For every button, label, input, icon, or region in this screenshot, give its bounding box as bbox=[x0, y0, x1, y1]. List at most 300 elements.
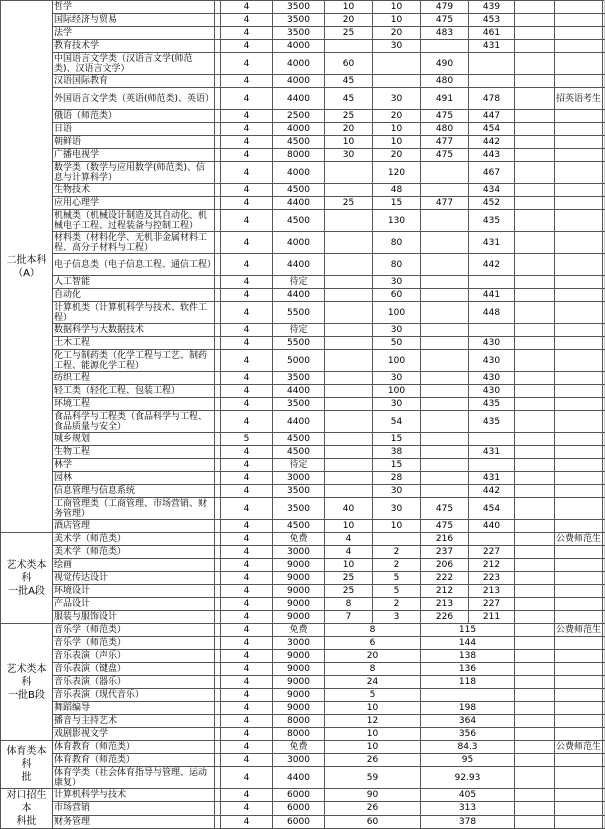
table-row bbox=[1, 385, 605, 398]
tuition-cell: 4400 bbox=[273, 385, 325, 398]
years-cell: 4 bbox=[221, 741, 273, 754]
table-row bbox=[1, 650, 605, 663]
table-row bbox=[1, 302, 605, 324]
edge-cell bbox=[603, 637, 605, 650]
years-cell: 4 bbox=[221, 598, 273, 611]
plan-b-cell bbox=[373, 75, 421, 88]
batch-category-cell: 体育类本科 批 bbox=[1, 741, 53, 789]
edge-cell bbox=[603, 411, 605, 433]
note-cell bbox=[555, 162, 603, 184]
score-b-cell: 467 bbox=[469, 162, 515, 184]
years-cell: 4 bbox=[221, 1, 273, 14]
plan-a-cell: 25 bbox=[325, 197, 373, 210]
major-cell: 轻工类（轻化工程、包装工程） bbox=[53, 385, 215, 398]
note-cell bbox=[555, 1, 603, 14]
years-cell: 4 bbox=[221, 459, 273, 472]
major-cell: 人工智能 bbox=[53, 276, 215, 289]
years-cell: 4 bbox=[221, 276, 273, 289]
plan-a-cell bbox=[325, 324, 373, 337]
score-a-cell bbox=[421, 385, 469, 398]
table-row bbox=[1, 789, 605, 802]
score-b-cell: 454 bbox=[469, 123, 515, 136]
score-b-cell: 227 bbox=[469, 546, 515, 559]
note-cell bbox=[555, 53, 603, 75]
tuition-cell: 4500 bbox=[273, 433, 325, 446]
table-row bbox=[1, 446, 605, 459]
note-cell bbox=[555, 350, 603, 372]
edge-cell bbox=[603, 75, 605, 88]
score-cell: 138 bbox=[421, 650, 515, 663]
years-cell: 4 bbox=[221, 302, 273, 324]
score-a-cell bbox=[421, 398, 469, 411]
score-b-cell bbox=[469, 533, 515, 546]
major-cell: 林学 bbox=[53, 459, 215, 472]
table-row bbox=[1, 585, 605, 598]
years-cell: 4 bbox=[221, 110, 273, 123]
blank-cell bbox=[515, 802, 555, 815]
edge-cell bbox=[603, 88, 605, 110]
score-b-cell: 441 bbox=[469, 289, 515, 302]
score-b-cell: 431 bbox=[469, 446, 515, 459]
major-cell: 财务管理 bbox=[53, 815, 215, 828]
major-cell: 酒店管理 bbox=[53, 520, 215, 533]
years-cell: 4 bbox=[221, 162, 273, 184]
note-cell bbox=[555, 715, 603, 728]
major-cell: 食品科学与工程类（食品科学与工程、食品质量与安全） bbox=[53, 411, 215, 433]
plan-count-cell: 5 bbox=[325, 689, 421, 702]
years-cell: 4 bbox=[221, 136, 273, 149]
plan-b-cell: 50 bbox=[373, 337, 421, 350]
blank-cell bbox=[515, 715, 555, 728]
plan-a-cell bbox=[325, 232, 373, 254]
major-cell: 计算机类（计算机科学与技术、软件工程） bbox=[53, 302, 215, 324]
plan-b-cell: 80 bbox=[373, 254, 421, 276]
table-row bbox=[1, 197, 605, 210]
blank-cell bbox=[515, 689, 555, 702]
score-a-cell: 475 bbox=[421, 14, 469, 27]
score-a-cell bbox=[421, 232, 469, 254]
edge-cell bbox=[603, 337, 605, 350]
blank-cell bbox=[515, 162, 555, 184]
plan-a-cell: 10 bbox=[325, 520, 373, 533]
score-a-cell bbox=[421, 459, 469, 472]
table-row bbox=[1, 715, 605, 728]
score-a-cell: 216 bbox=[421, 533, 469, 546]
edge-cell bbox=[603, 663, 605, 676]
major-cell: 信息管理与信息系统 bbox=[53, 485, 215, 498]
years-cell: 4 bbox=[221, 559, 273, 572]
note-cell bbox=[555, 802, 603, 815]
tuition-cell: 4400 bbox=[273, 254, 325, 276]
tuition-cell: 9000 bbox=[273, 650, 325, 663]
plan-b-cell: 120 bbox=[373, 162, 421, 184]
note-cell bbox=[555, 559, 603, 572]
note-cell: 公费师范生 bbox=[556, 534, 602, 544]
blank-cell bbox=[515, 754, 555, 767]
plan-b-cell: 10 bbox=[373, 1, 421, 14]
table-row bbox=[1, 637, 605, 650]
plan-a-cell: 10 bbox=[325, 1, 373, 14]
score-a-cell bbox=[421, 289, 469, 302]
table-row bbox=[1, 276, 605, 289]
score-b-cell bbox=[469, 459, 515, 472]
tuition-cell: 4500 bbox=[273, 136, 325, 149]
blank-cell bbox=[515, 702, 555, 715]
plan-a-cell: 25 bbox=[325, 27, 373, 40]
table-row bbox=[1, 1, 605, 14]
table-row bbox=[1, 815, 605, 828]
score-a-cell bbox=[421, 210, 469, 232]
plan-b-cell: 5 bbox=[373, 585, 421, 598]
table-row bbox=[1, 184, 605, 197]
years-cell: 4 bbox=[221, 611, 273, 624]
score-a-cell: 483 bbox=[421, 27, 469, 40]
blank-cell bbox=[515, 184, 555, 197]
edge-cell bbox=[603, 372, 605, 385]
tuition-cell: 4400 bbox=[273, 88, 325, 110]
tuition-cell: 4000 bbox=[273, 53, 325, 75]
score-b-cell: 440 bbox=[469, 520, 515, 533]
tuition-cell: 3500 bbox=[273, 27, 325, 40]
plan-count-cell: 8 bbox=[325, 624, 421, 637]
score-b-cell: 442 bbox=[469, 485, 515, 498]
plan-b-cell: 28 bbox=[373, 472, 421, 485]
blank-cell bbox=[515, 611, 555, 624]
table-row bbox=[1, 289, 605, 302]
years-cell: 4 bbox=[221, 789, 273, 802]
major-cell: 城乡规划 bbox=[53, 433, 215, 446]
score-a-cell bbox=[421, 40, 469, 53]
edge-cell bbox=[603, 302, 605, 324]
years-cell: 4 bbox=[221, 254, 273, 276]
years-cell: 4 bbox=[221, 210, 273, 232]
table-row bbox=[1, 398, 605, 411]
tuition-cell: 待定 bbox=[273, 276, 325, 289]
score-a-cell: 226 bbox=[421, 611, 469, 624]
blank-cell bbox=[515, 40, 555, 53]
tuition-cell: 4000 bbox=[273, 123, 325, 136]
years-cell: 4 bbox=[221, 75, 273, 88]
edge-cell bbox=[603, 702, 605, 715]
note-cell bbox=[555, 210, 603, 232]
tuition-cell: 4400 bbox=[273, 411, 325, 433]
table-row bbox=[1, 676, 605, 689]
plan-b-cell: 10 bbox=[373, 123, 421, 136]
major-cell: 国际经济与贸易 bbox=[53, 14, 215, 27]
plan-b-cell: 15 bbox=[373, 459, 421, 472]
table-row bbox=[1, 14, 605, 27]
edge-cell bbox=[603, 689, 605, 702]
plan-count-cell: 10 bbox=[325, 702, 421, 715]
score-b-cell: 447 bbox=[469, 110, 515, 123]
note-cell bbox=[555, 598, 603, 611]
score-a-cell: 475 bbox=[421, 149, 469, 162]
tuition-cell: 8000 bbox=[273, 728, 325, 741]
score-a-cell: 475 bbox=[421, 498, 469, 520]
years-cell: 4 bbox=[221, 372, 273, 385]
plan-a-cell bbox=[325, 385, 373, 398]
major-cell: 戏剧影视文学 bbox=[53, 728, 215, 741]
plan-a-cell: 25 bbox=[325, 110, 373, 123]
table-row bbox=[1, 324, 605, 337]
blank-cell bbox=[515, 123, 555, 136]
major-cell: 日语 bbox=[53, 123, 215, 136]
blank-cell bbox=[515, 398, 555, 411]
score-a-cell bbox=[421, 411, 469, 433]
tuition-cell: 待定 bbox=[273, 324, 325, 337]
tuition-cell: 4500 bbox=[273, 446, 325, 459]
score-a-cell bbox=[421, 433, 469, 446]
edge-cell bbox=[603, 184, 605, 197]
note-cell bbox=[555, 485, 603, 498]
major-cell: 教育技术学 bbox=[53, 40, 215, 53]
years-cell: 4 bbox=[221, 14, 273, 27]
blank-cell bbox=[515, 53, 555, 75]
edge-cell bbox=[603, 559, 605, 572]
major-cell: 材料类（材料化学、无机非金属材料工程、高分子材料与工程） bbox=[53, 232, 215, 254]
score-b-cell: 430 bbox=[469, 385, 515, 398]
blank-cell bbox=[515, 533, 555, 546]
edge-cell bbox=[603, 611, 605, 624]
years-cell: 4 bbox=[221, 324, 273, 337]
blank-cell bbox=[515, 637, 555, 650]
note-cell bbox=[555, 676, 603, 689]
score-b-cell: 435 bbox=[469, 411, 515, 433]
edge-cell bbox=[603, 210, 605, 232]
major-cell: 生物技术 bbox=[53, 184, 215, 197]
plan-b-cell: 10 bbox=[373, 136, 421, 149]
table-row bbox=[1, 53, 605, 75]
table-row bbox=[1, 767, 605, 789]
batch-category-cell: 艺术类本科 一批B段 bbox=[1, 624, 53, 741]
note-cell bbox=[555, 324, 603, 337]
score-b-cell: 439 bbox=[469, 1, 515, 14]
plan-a-cell bbox=[325, 350, 373, 372]
plan-count-cell: 90 bbox=[325, 789, 421, 802]
score-cell: 405 bbox=[421, 789, 515, 802]
years-cell: 4 bbox=[221, 767, 273, 789]
score-b-cell: 431 bbox=[469, 472, 515, 485]
tuition-cell: 4000 bbox=[273, 75, 325, 88]
edge-cell bbox=[603, 40, 605, 53]
score-cell: 378 bbox=[421, 815, 515, 828]
note-cell bbox=[555, 572, 603, 585]
note-cell bbox=[555, 40, 603, 53]
tuition-cell: 3500 bbox=[273, 14, 325, 27]
plan-a-cell bbox=[325, 411, 373, 433]
tuition-cell: 9000 bbox=[273, 585, 325, 598]
score-a-cell: 491 bbox=[421, 88, 469, 110]
score-b-cell: 430 bbox=[469, 350, 515, 372]
score-a-cell bbox=[421, 472, 469, 485]
score-cell: 95 bbox=[421, 754, 515, 767]
blank-cell bbox=[515, 446, 555, 459]
score-cell: 144 bbox=[421, 637, 515, 650]
major-cell: 机械类（机械设计制造及其自动化、机械电子工程、过程装备与控制工程） bbox=[53, 210, 215, 232]
plan-b-cell: 60 bbox=[373, 289, 421, 302]
edge-cell bbox=[603, 472, 605, 485]
tuition-cell: 9000 bbox=[273, 572, 325, 585]
plan-a-cell bbox=[325, 289, 373, 302]
score-b-cell: 454 bbox=[469, 498, 515, 520]
major-cell: 音乐表演（器乐） bbox=[53, 676, 215, 689]
note-cell bbox=[555, 385, 603, 398]
blank-cell bbox=[515, 136, 555, 149]
score-b-cell: 478 bbox=[469, 88, 515, 110]
major-cell: 中国语言文学类（汉语言文学(师范类)、汉语言文学） bbox=[53, 53, 215, 75]
years-cell: 4 bbox=[221, 88, 273, 110]
plan-b-cell: 2 bbox=[373, 546, 421, 559]
major-cell: 土木工程 bbox=[53, 337, 215, 350]
years-cell: 4 bbox=[221, 40, 273, 53]
table-row bbox=[1, 27, 605, 40]
blank-cell bbox=[515, 741, 555, 754]
tuition-cell: 免费 bbox=[273, 624, 325, 637]
score-a-cell: 477 bbox=[421, 197, 469, 210]
major-cell: 美术学（师范类） bbox=[53, 533, 215, 546]
major-cell: 音乐学（师范类） bbox=[53, 624, 215, 637]
table-row bbox=[1, 123, 605, 136]
plan-a-cell: 10 bbox=[325, 136, 373, 149]
years-cell: 4 bbox=[221, 689, 273, 702]
tuition-cell: 3500 bbox=[273, 498, 325, 520]
years-cell: 4 bbox=[221, 289, 273, 302]
major-cell: 汉语国际教育 bbox=[53, 75, 215, 88]
major-cell: 园林 bbox=[53, 472, 215, 485]
note-cell bbox=[555, 520, 603, 533]
score-a-cell: 213 bbox=[421, 598, 469, 611]
edge-cell bbox=[603, 276, 605, 289]
plan-a-cell: 4 bbox=[325, 533, 373, 546]
note-cell bbox=[555, 637, 603, 650]
plan-b-cell: 15 bbox=[373, 433, 421, 446]
plan-b-cell: 100 bbox=[373, 350, 421, 372]
tuition-cell: 免费 bbox=[273, 741, 325, 754]
batch-category-cell: 二批本科 （A） bbox=[1, 1, 53, 533]
plan-b-cell: 54 bbox=[373, 411, 421, 433]
plan-a-cell bbox=[325, 433, 373, 446]
tuition-cell: 9000 bbox=[273, 702, 325, 715]
plan-count-cell: 20 bbox=[325, 650, 421, 663]
score-b-cell: 435 bbox=[469, 398, 515, 411]
score-cell bbox=[421, 689, 515, 702]
years-cell: 4 bbox=[221, 350, 273, 372]
edge-cell bbox=[603, 754, 605, 767]
plan-b-cell: 130 bbox=[373, 210, 421, 232]
score-b-cell: 212 bbox=[469, 559, 515, 572]
years-cell: 4 bbox=[221, 337, 273, 350]
tuition-cell: 9000 bbox=[273, 559, 325, 572]
major-cell: 数学类（数学与应用数学(师范类)、信息与计算科学） bbox=[53, 162, 215, 184]
plan-a-cell: 4 bbox=[325, 546, 373, 559]
edge-cell bbox=[603, 254, 605, 276]
score-a-cell: 222 bbox=[421, 572, 469, 585]
blank-cell bbox=[515, 289, 555, 302]
edge-cell bbox=[603, 802, 605, 815]
plan-count-cell: 60 bbox=[325, 815, 421, 828]
major-cell: 体育教育（师范类） bbox=[53, 741, 215, 754]
major-cell: 服装与服饰设计 bbox=[53, 611, 215, 624]
tuition-cell: 8000 bbox=[273, 149, 325, 162]
table-row bbox=[1, 149, 605, 162]
edge-cell bbox=[603, 149, 605, 162]
note-cell bbox=[555, 372, 603, 385]
score-a-cell: 479 bbox=[421, 1, 469, 14]
table-row bbox=[1, 433, 605, 446]
table-row bbox=[1, 136, 605, 149]
major-cell: 体育教育（师范类） bbox=[53, 754, 215, 767]
years-cell: 4 bbox=[221, 498, 273, 520]
major-cell: 环境工程 bbox=[53, 398, 215, 411]
table-row bbox=[1, 254, 605, 276]
table-row bbox=[1, 559, 605, 572]
blank-cell bbox=[515, 411, 555, 433]
edge-cell bbox=[603, 324, 605, 337]
note-cell bbox=[555, 663, 603, 676]
major-cell: 视觉传达设计 bbox=[53, 572, 215, 585]
edge-cell bbox=[603, 14, 605, 27]
blank-cell bbox=[515, 197, 555, 210]
table-row bbox=[1, 110, 605, 123]
major-cell: 产品设计 bbox=[53, 598, 215, 611]
tuition-cell: 3500 bbox=[273, 485, 325, 498]
major-cell: 广播电视学 bbox=[53, 149, 215, 162]
edge-cell bbox=[603, 232, 605, 254]
major-cell: 俄语（师范类） bbox=[53, 110, 215, 123]
major-cell: 电子信息类（电子信息工程、通信工程） bbox=[53, 254, 215, 276]
plan-b-cell: 30 bbox=[373, 398, 421, 411]
note-cell bbox=[555, 446, 603, 459]
score-a-cell bbox=[421, 276, 469, 289]
plan-a-cell bbox=[325, 337, 373, 350]
plan-a-cell bbox=[325, 276, 373, 289]
years-cell: 4 bbox=[221, 585, 273, 598]
major-cell: 体育学类（社会体育指导与管理、运动康复） bbox=[53, 767, 215, 789]
years-cell: 4 bbox=[221, 27, 273, 40]
plan-a-cell bbox=[325, 184, 373, 197]
plan-a-cell: 20 bbox=[325, 123, 373, 136]
tuition-cell: 4400 bbox=[273, 289, 325, 302]
plan-count-cell: 12 bbox=[325, 715, 421, 728]
score-b-cell: 448 bbox=[469, 302, 515, 324]
tuition-cell: 4500 bbox=[273, 210, 325, 232]
years-cell: 4 bbox=[221, 728, 273, 741]
table-row bbox=[1, 663, 605, 676]
note-cell bbox=[555, 398, 603, 411]
score-cell: 364 bbox=[421, 715, 515, 728]
edge-cell bbox=[603, 498, 605, 520]
plan-b-cell: 2 bbox=[373, 559, 421, 572]
years-cell: 4 bbox=[221, 663, 273, 676]
plan-b-cell: 100 bbox=[373, 385, 421, 398]
note-cell bbox=[555, 411, 603, 433]
note-cell bbox=[555, 149, 603, 162]
tuition-cell: 6000 bbox=[273, 789, 325, 802]
plan-b-cell: 100 bbox=[373, 302, 421, 324]
note-cell bbox=[555, 611, 603, 624]
plan-a-cell bbox=[325, 446, 373, 459]
plan-a-cell: 8 bbox=[325, 598, 373, 611]
table-row bbox=[1, 472, 605, 485]
note-cell bbox=[555, 815, 603, 828]
tuition-cell: 3000 bbox=[273, 472, 325, 485]
years-cell: 4 bbox=[221, 232, 273, 254]
score-cell: 92.93 bbox=[421, 767, 515, 789]
blank-cell bbox=[515, 149, 555, 162]
score-a-cell bbox=[421, 254, 469, 276]
note-cell bbox=[555, 459, 603, 472]
table-body bbox=[1, 1, 605, 829]
